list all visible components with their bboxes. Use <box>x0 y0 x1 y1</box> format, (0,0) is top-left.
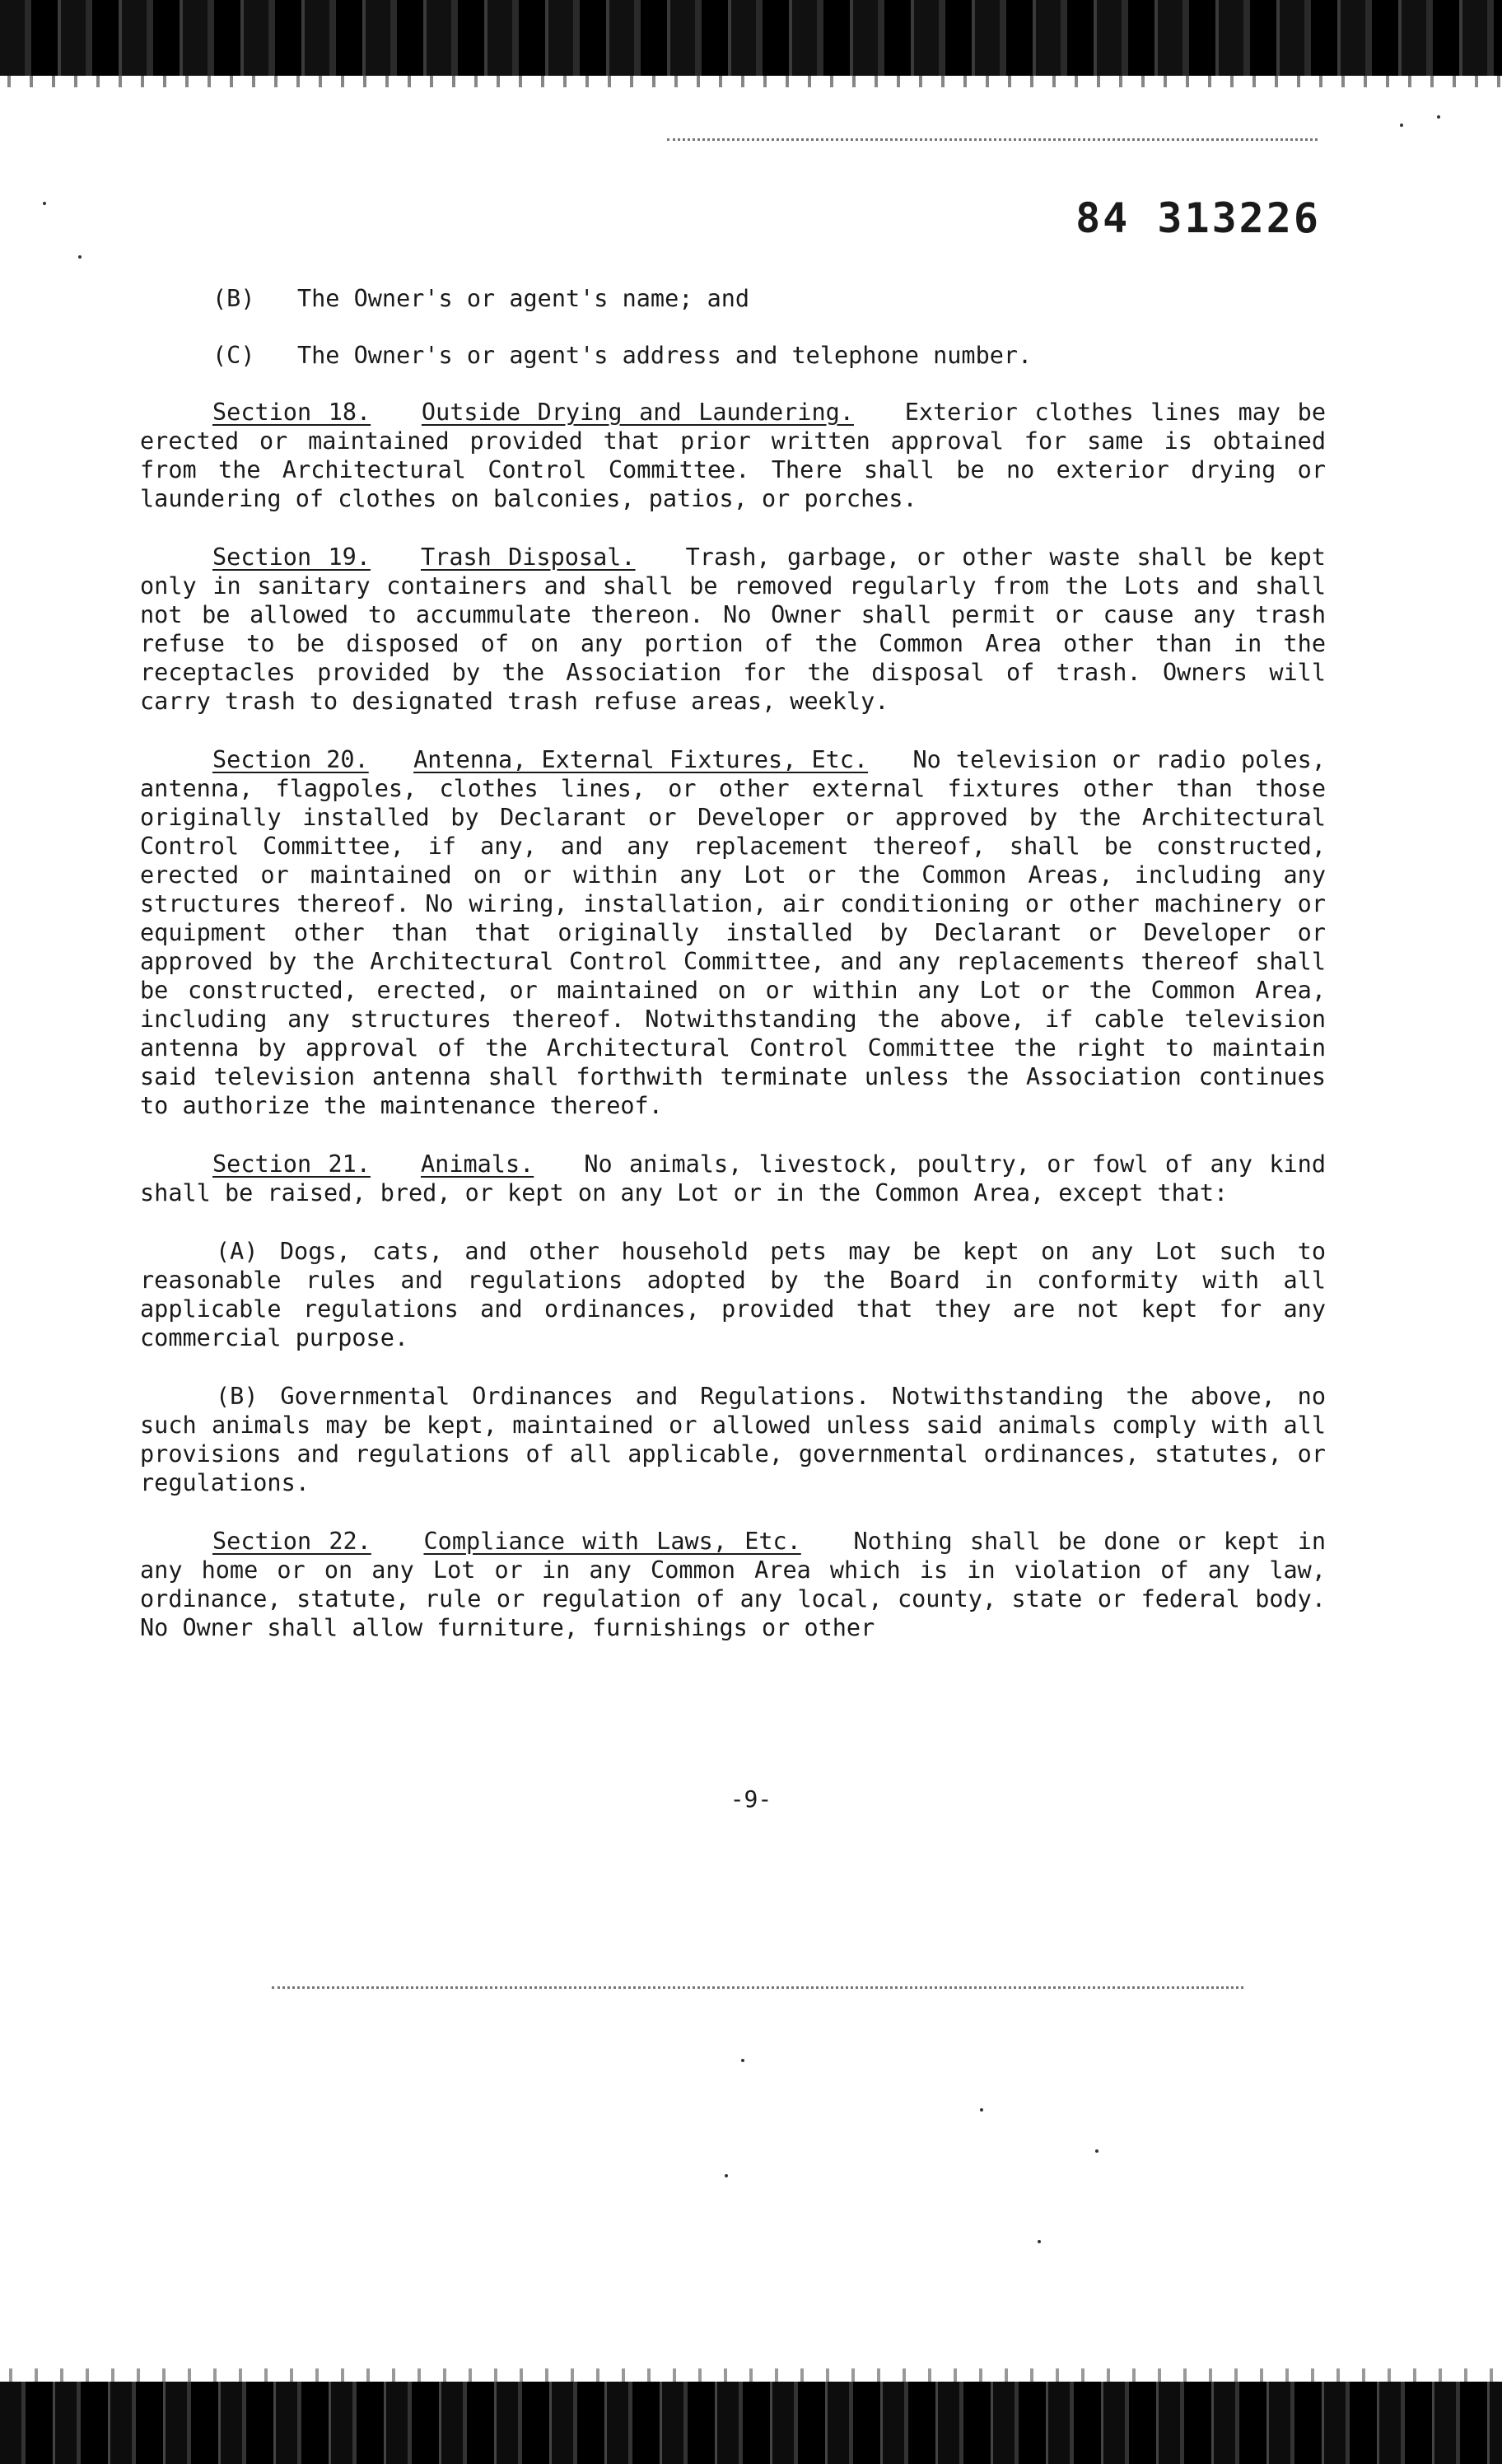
section-body: No animals, livestock, poultry, or fowl of any kind shall be raised, bred, or kept on any Lot or in the Common Area, except that: <box>140 1150 1326 1206</box>
item-label: (B) <box>212 285 255 312</box>
scan-artifact-line <box>272 1986 1243 1989</box>
document-number: 84 313226 <box>1075 194 1321 242</box>
section-title: Compliance with Laws, Etc. <box>423 1528 801 1555</box>
scan-speck <box>43 202 46 205</box>
section-body: Nothing shall be done or kept in any home or on any Lot or in any Common Area which is in violation of any law, ordinance, statute, rule or regulation of any local, county, state or federal body. No Owner shall allow furniture, furnishings or other <box>140 1528 1326 1641</box>
section-21 <box>140 1150 1326 1207</box>
scan-speck <box>1095 2149 1099 2153</box>
section-label: Section 21. <box>212 1150 371 1178</box>
section-body: Exterior clothes lines may be erected or maintained provided that prior written approval for same is obtained from the Architectural Control Committee. There shall be no exterior drying or laundering of clothes on balconies, patios, or porches. <box>140 399 1326 512</box>
section-21-subitem-a: (A) Dogs, cats, and other household pets may be kept on any Lot such to reasonable rules and regulations adopted by the Board in conformity with all applicable regulations and ordinances, provided that they are not kept for any commercial purpose. <box>140 1238 1326 1351</box>
section-body: Trash, garbage, or other waste shall be kept only in sanitary containers and shall be removed regularly from the Lots and shall not be allowed to accummulate thereon. No Owner shall permit or cause any trash refuse to be disposed of on any portion of the Common Area other than in the receptacles provided by the Association for the disposal of trash. Owners will carry trash to designated trash refuse areas, weekly. <box>140 544 1326 715</box>
item-text: The Owner's or agent's name; and <box>296 285 750 312</box>
scan-top-edge <box>0 0 1502 76</box>
scan-speck <box>980 2108 983 2112</box>
scan-speck <box>725 2174 728 2177</box>
item-label: (C) <box>212 342 255 369</box>
section-title: Trash Disposal. <box>421 544 636 571</box>
list-item <box>212 284 1326 313</box>
scan-artifact-line <box>667 138 1318 141</box>
scan-speck <box>1400 124 1403 127</box>
section-19 <box>140 543 1326 716</box>
section-title: Animals. <box>421 1150 534 1178</box>
section-label: Section 18. <box>212 399 371 426</box>
section-21-subitem-b: (B) Governmental Ordinances and Regulations. Notwithstanding the above, no such animals may be kept, maintained or allowed unless said animals comply with all provisions and regulations of all applicable, governmental ordinances, statutes, or regulations. <box>140 1383 1326 1496</box>
scan-speck <box>1038 2240 1041 2243</box>
page-number: -9- <box>730 1785 772 1813</box>
section-label: Section 22. <box>212 1528 371 1555</box>
scan-speck <box>1437 115 1440 119</box>
section-label: Section 19. <box>212 544 371 571</box>
scan-speck <box>741 2059 744 2062</box>
section-20 <box>140 745 1326 1120</box>
section-title: Outside Drying and Laundering. <box>421 399 854 426</box>
scan-bottom-edge <box>0 2382 1502 2464</box>
section-18 <box>140 398 1326 513</box>
item-text: The Owner's or agent's address and telephone number. <box>296 342 1033 369</box>
section-title: Antenna, External Fixtures, Etc. <box>413 746 869 773</box>
document-body <box>140 284 1326 1672</box>
section-label: Section 20. <box>212 746 369 773</box>
scan-speck <box>78 255 82 259</box>
list-item <box>212 341 1326 370</box>
section-body: No television or radio poles, antenna, flagpoles, clothes lines, or other external fixtures other than those originally installed by Declarant or Developer or approved by the Architectural Control Committee, if any, and any replacement thereof, shall be constructed, erected or maintained on or within any Lot or the Common Areas, including any structures thereof. No wiring, installation, air conditioning or other machinery or equipment other than that originally installed by Declarant or Developer or approved by the Architectural Control Committee, and any replacements thereof shall be constructed, erected, or maintained on or within any Lot or the Common Area, including any structures thereof. Notwithstanding the above, if cable television antenna by approval of the Architectural Control Committee the right to maintain said television antenna shall forthwith terminate unless the Association continues to authorize the maintenance thereof. <box>140 746 1326 1119</box>
section-22 <box>140 1527 1326 1642</box>
